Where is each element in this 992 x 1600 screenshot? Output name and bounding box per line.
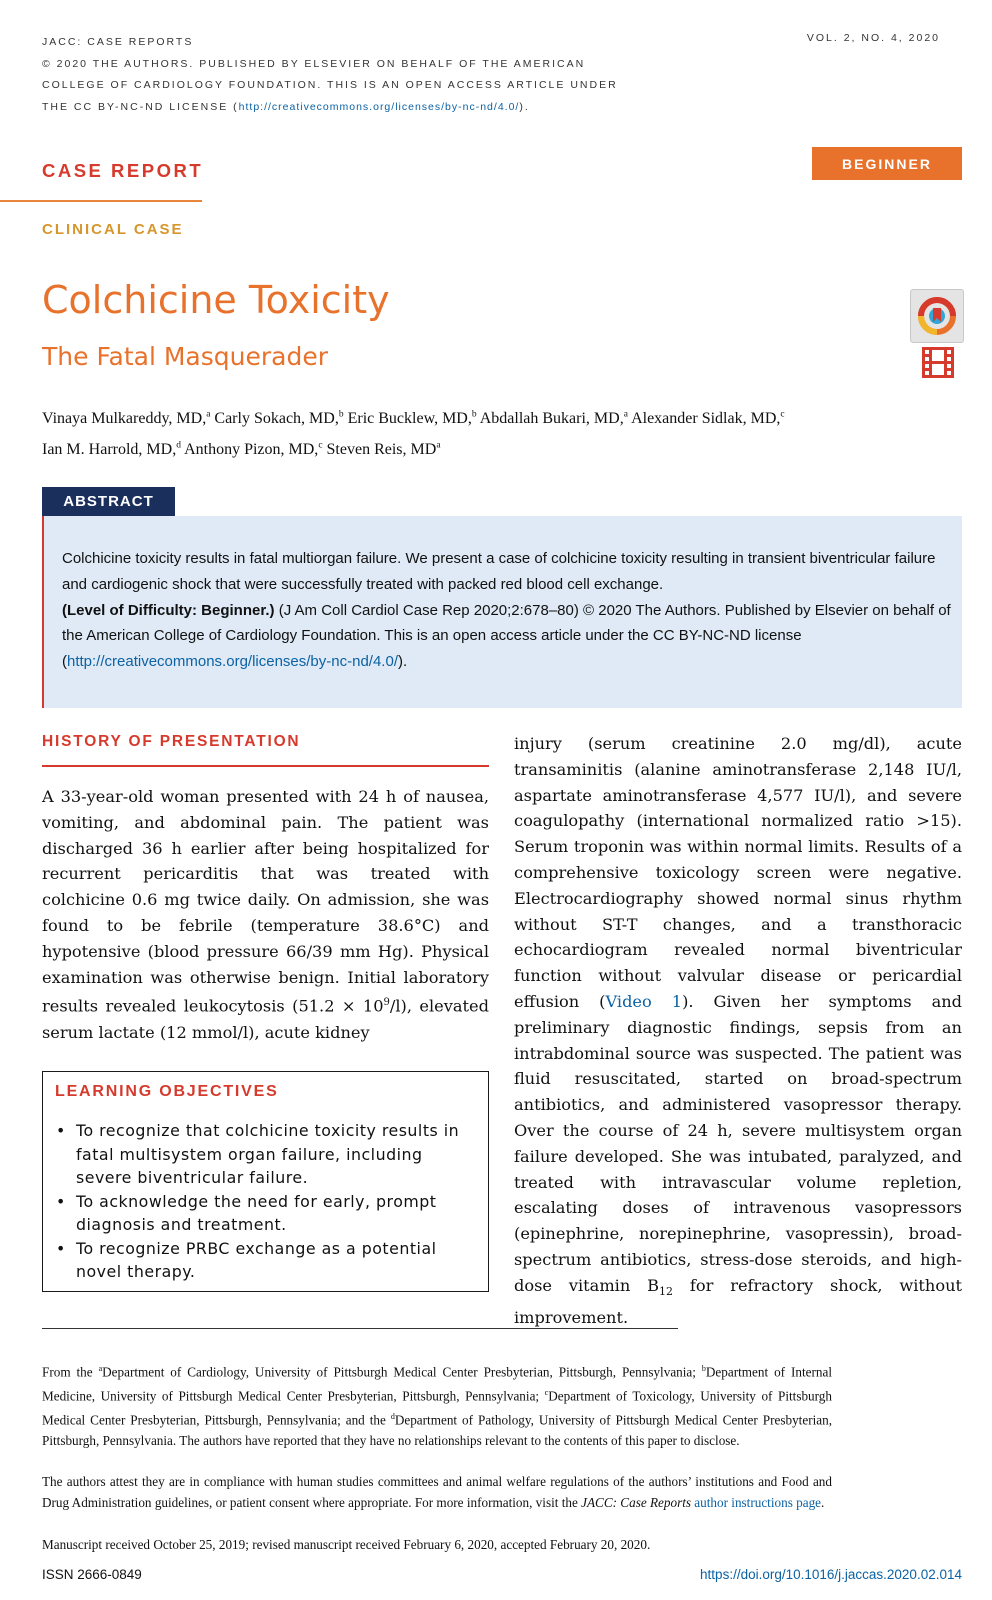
history-paragraph-2: injury (serum creatinine 2.0 mg/dl), acute transaminitis (alanine aminotransferase 2,148 IU/l, aspartate aminotransferase 4,577 IU/l), and severe coagulopathy (international normalized ratio >15). Serum troponin was within normal limits. Results of a comprehensive toxicology screen were negative. Electrocardiography showed normal sinus rhythm without ST-T changes, and a transthoracic echocardiogram revealed normal biventricular function without valvular disease or pericardial effusion (Video 1). Given her symptoms and preliminary diagnostic findings, sepsis from an intrabdominal source was suspected. The patient was fluid resuscitated, started on broad-spectrum antibiotics, and administered vasopressor therapy. Over the course of 24 h, severe multisystem organ failure developed. She was intubated, paralyzed, and treated with intravascular volume repletion, escalating doses of intravenous vasopressors (epinephrine, norepinephrine, vasopressin), broad-spectrum antibiotics, stress-dose steroids, and high-dose vitamin $B_{12}$ for refractory shock, without improvement. xyxy=(514,734,963,1327)
learning-objectives-list xyxy=(52,1119,472,1284)
compliance-footnote: The authors attest they are in compliance with human studies committees and animal welfare regulations of the authors’ institutions and Food and Drug Administration guidelines, or patient consent where appropriate. For more information, visit the JACC: Case Reports author instructions page. xyxy=(42,1474,832,1510)
license-link[interactable]: http://creativecommons.org/licenses/by-nc-nd/4.0/ xyxy=(238,100,520,113)
history-rule xyxy=(42,765,489,767)
article-subtitle: The Fatal Masquerader xyxy=(42,342,328,371)
manuscript-dates: Manuscript received October 25, 2019; revised manuscript received February 6, 2020, accepted February 20, 2020. xyxy=(42,1537,651,1552)
journal-italic: JACC: Case Reports xyxy=(581,1494,691,1510)
list-item: • To acknowledge the need for early, prompt diagnosis and treatment. xyxy=(52,1190,472,1237)
author-instructions-link[interactable]: author instructions page xyxy=(694,1494,822,1510)
author: Anthony Pizon, MD,$^c$ xyxy=(184,440,323,458)
journal-header xyxy=(42,32,662,118)
journal-name: JACC: CASE REPORTS xyxy=(42,36,194,48)
author: Steven Reis, $MD^a$ xyxy=(326,440,441,458)
category-label: CLINICAL CASE xyxy=(42,221,184,238)
disclosure: The authors have reported that they have no relationships relevant to the contents of this paper to disclose. xyxy=(179,1432,740,1448)
license-line xyxy=(42,97,662,119)
author: Abdallah Bukari, MD,$^a$ xyxy=(479,410,628,428)
issn: ISSN 2666-0849 xyxy=(42,1567,142,1582)
abstract-license-link[interactable]: http://creativecommons.org/licenses/by-nc-nd/4.0/ xyxy=(67,653,398,671)
copyright-line-1: © 2020 THE AUTHORS. PUBLISHED BY ELSEVIER ON BEHALF OF THE AMERICAN xyxy=(42,57,586,70)
author: Vinaya Mulkareddy, MD,$^a$ xyxy=(42,410,211,428)
license-suffix: ). xyxy=(519,100,530,113)
section-label: CASE REPORT xyxy=(42,160,204,181)
author: Carly Sokach, MD,$^b$ xyxy=(214,410,344,428)
learning-objectives-heading: LEARNING OBJECTIVES xyxy=(55,1083,279,1100)
author: Ian M. Harrold, MD,$^d$ xyxy=(42,440,181,458)
article-title: Colchicine Toxicity xyxy=(42,278,390,322)
copyright-line-2: COLLEGE OF CARDIOLOGY FOUNDATION. THIS IS AN OPEN ACCESS ARTICLE UNDER xyxy=(42,79,618,91)
difficulty-level: (Level of Difficulty: Beginner.) xyxy=(62,601,275,619)
video-link[interactable]: Video 1 xyxy=(605,991,683,1011)
affiliations-footnote: From the $^a$Department of Cardiology, University of Pittsburgh Medical Center Presbyterian, Pittsburgh, Pennsylvania; $^b$Department of Internal Medicine, University of Pittsburgh Medical Center Presbyterian, Pittsburgh, Pennsylvania; $^c$Department of Toxicology, University of Pittsburgh Medical Center Presbyterian, Pittsburgh, Pennsylvania; and the $^d$Department of Pathology, University of Pittsburgh Medical Center Presbyterian, Pittsburgh, Pennsylvania. The authors have reported that they have no relationships relevant to the contents of this paper to disclose. xyxy=(42,1364,832,1448)
abstract-text: Colchicine toxicity results in fatal multiorgan failure. We present a case of colchicine toxicity resulting in transient biventricular failure and cardiogenic shock that were successfully treated with packed red blood cell exchange. (Level of Difficulty: Beginner.) (J Am Coll Cardiol Case Rep 2020;2:678–80) © 2020 The Authors. Published by Elsevier on behalf of the American College of Cardiology Foundation. This is an open access article under the CC BY-NC-ND license (http://creativecommons.org/licenses/by-nc-nd/4.0/). xyxy=(62,550,951,671)
list-item: • To recognize that colchicine toxicity results in fatal multisystem organ failure, including severe biventricular failure. xyxy=(52,1119,472,1190)
video-film-icon[interactable] xyxy=(922,347,954,378)
difficulty-badge: BEGINNER xyxy=(812,147,962,180)
history-paragraph-1: A 33-year-old woman presented with 24 h of nausea, vomiting, and abdominal pain. The patient was discharged 36 h earlier after being hospitalized for recurrent pericarditis that was treated with colchicine 0.6 mg twice daily. On admission, she was found to be febrile (temperature 38.6°C) and hypotensive (blood pressure 66/39 mm Hg). Physical examination was otherwise benign. Initial laboratory results revealed leukocytosis $(51.2 \times 10^9/l)$, elevated serum lactate (12 mmol/l), acute kidney xyxy=(42,787,489,1042)
doi-link[interactable]: https://doi.org/10.1016/j.jaccas.2020.02.014 xyxy=(700,1567,962,1582)
volume-info: VOL. 2, NO. 4, 2020 xyxy=(806,32,940,44)
license-prefix: THE CC BY-NC-ND LICENSE ( xyxy=(42,100,239,113)
footnote-rule xyxy=(42,1328,678,1329)
crossmark-icon[interactable] xyxy=(910,289,964,343)
list-item: • To recognize PRBC exchange as a potential novel therapy. xyxy=(52,1237,472,1284)
author: Eric Bucklew, MD,$^b$ xyxy=(347,410,477,428)
author: Alexander Sidlak, MD,$^c$ xyxy=(631,410,785,428)
author-list xyxy=(42,402,962,463)
section-rule xyxy=(0,200,202,202)
history-heading: HISTORY OF PRESENTATION xyxy=(42,733,301,750)
abstract-label: ABSTRACT xyxy=(42,487,175,516)
